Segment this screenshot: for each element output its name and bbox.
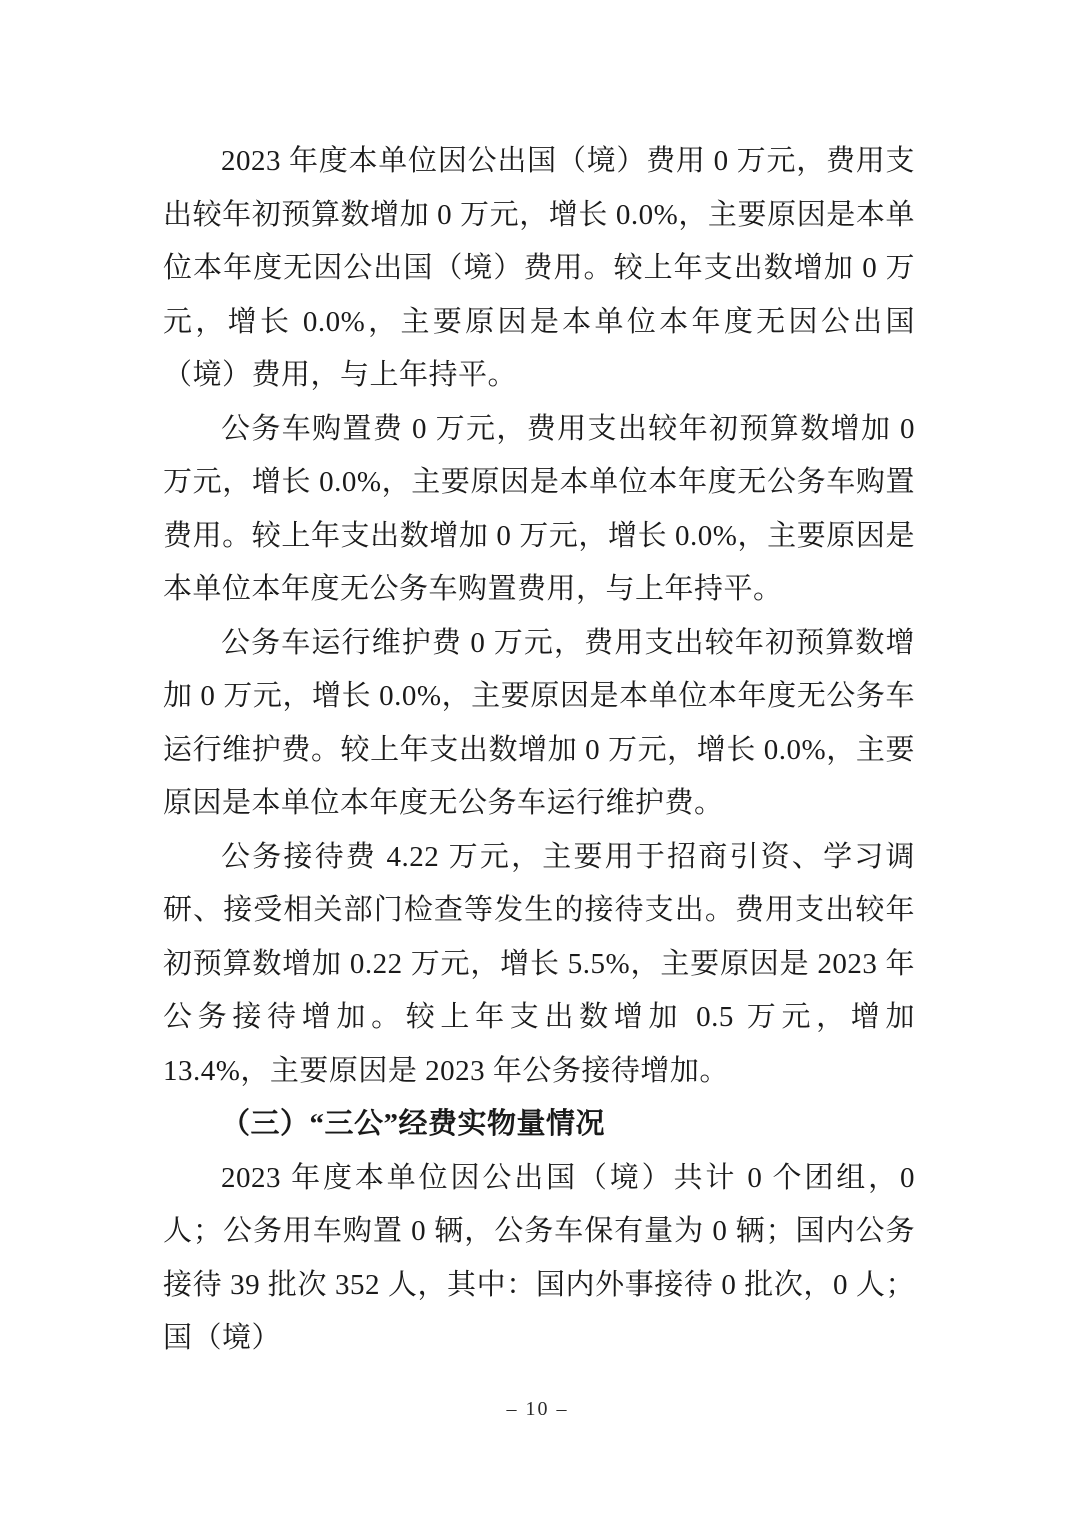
- paragraph-vehicle-purchase-expense: 公务车购置费 0 万元，费用支出较年初预算数增加 0 万元，增长 0.0%，主要原因是本单位本年度无公务车购置费用。较上年支出数增加 0 万元，增长 0.0%，主要原因是本单位本年度无公务车购置费用，与上年持平。: [163, 412, 915, 605]
- document-body: [163, 135, 915, 1366]
- paragraph-official-reception-expense: 公务接待费 4.22 万元，主要用于招商引资、学习调研、接受相关部门检查等发生的接待支出。费用支出较年初预算数增加 0.22 万元，增长 5.5%，主要原因是 2023 年公务接待增加。较上年支出数增加 0.5 万元，增加 13.4%，主要原因是 2023 年公务接待增加。: [163, 840, 915, 1087]
- page-footer: [0, 1398, 1075, 1421]
- paragraph-vehicle-maintenance-expense: 公务车运行维护费 0 万元，费用支出较年初预算数增加 0 万元，增长 0.0%，主要原因是本单位本年度无公务车运行维护费。较上年支出数增加 0 万元，增长 0.0%，主要原因是本单位本年度无公务车运行维护费。: [163, 626, 915, 819]
- paragraph-overseas-trip-expense: 2023 年度本单位因公出国（境）费用 0 万元，费用支出较年初预算数增加 0 万元，增长 0.0%，主要原因是本单位本年度无因公出国（境）费用。较上年支出数增加 0 万元，增长 0.0%，主要原因是本单位本年度无因公出国（境）费用，与上年持平。: [163, 145, 915, 391]
- paragraph-physical-quantity-stats: 2023 年度本单位因公出国（境）共计 0 个团组，0 人；公务用车购置 0 辆，公务车保有量为 0 辆；国内公务接待 39 批次 352 人，其中：国内外事接待 0 批次，0 人；国（境）: [163, 1161, 915, 1354]
- section-heading-physical-quantity: （三）“三公”经费实物量情况: [221, 1108, 606, 1140]
- page-number: – 10 –: [506, 1398, 569, 1420]
